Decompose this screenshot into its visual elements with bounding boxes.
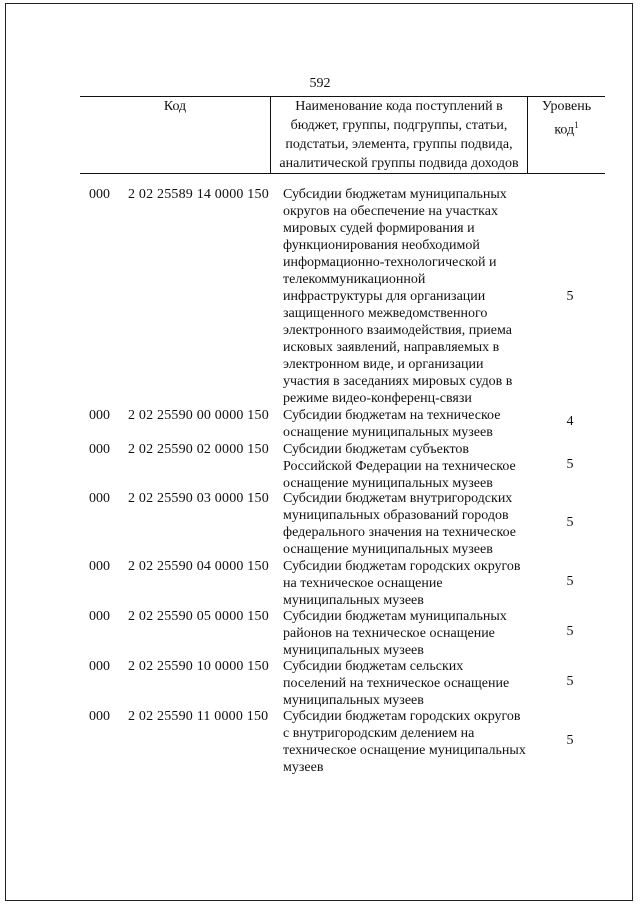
row-code: 2 02 25590 02 0000 150	[128, 442, 269, 457]
row-prefix: 000	[89, 187, 110, 202]
row-level: 5	[566, 733, 574, 748]
row-description	[283, 407, 533, 441]
table-header	[80, 96, 605, 174]
description-line: поселений на техническое оснащение	[283, 676, 510, 691]
description-line: Субсидии бюджетам на техническое	[283, 408, 501, 423]
description-line: с внутригородским делением на	[283, 726, 475, 741]
row-level: 5	[566, 515, 574, 530]
header-name: Наименование кода поступлений в бюджет, группы, подгруппы, статьи, подстатьи, элемента, группы подвида, аналитической группы подвида доходов	[271, 97, 528, 174]
row-code: 2 02 25589 14 0000 150	[128, 187, 269, 202]
header-level-footnote: 1	[574, 120, 579, 130]
description-line: муниципальных музеев	[283, 643, 424, 658]
row-code: 2 02 25590 04 0000 150	[128, 559, 269, 574]
description-line: информационно-технологической и	[283, 255, 497, 270]
header-code: Код	[80, 97, 271, 174]
description-line: функционирования необходимой	[283, 238, 480, 253]
description-line: электронного взаимодействия, приема	[283, 323, 512, 338]
row-level: 4	[566, 414, 574, 429]
row-prefix: 000	[89, 559, 110, 574]
description-line: мировых судей формирования и	[283, 221, 475, 236]
description-line: оснащение муниципальных музеев	[283, 425, 493, 440]
row-description	[283, 708, 533, 776]
description-line: Субсидии бюджетам городских округов	[283, 559, 521, 574]
header-level	[528, 97, 606, 174]
description-line: музеев	[283, 760, 324, 775]
description-line: электронном виде, и организации	[283, 357, 484, 372]
description-line: муниципальных образований городов	[283, 508, 509, 523]
row-level: 5	[566, 624, 574, 639]
description-line: Субсидии бюджетам муниципальных	[283, 609, 507, 624]
description-line: Субсидии бюджетам сельских	[283, 659, 464, 674]
row-prefix: 000	[89, 442, 110, 457]
row-prefix: 000	[89, 491, 110, 506]
row-description	[283, 658, 533, 709]
description-line: Субсидии бюджетам городских округов	[283, 709, 521, 724]
description-line: инфраструктуры для организации	[283, 289, 486, 304]
row-code: 2 02 25590 05 0000 150	[128, 609, 269, 624]
description-line: защищенного межведомственного	[283, 306, 488, 321]
row-prefix: 000	[89, 709, 110, 724]
description-line: округов на обеспечение на участках	[283, 204, 498, 219]
row-level: 5	[566, 674, 574, 689]
row-code: 2 02 25590 10 0000 150	[128, 659, 269, 674]
page-number: 592	[309, 76, 331, 91]
description-line: муниципальных музеев	[283, 693, 424, 708]
description-line: муниципальных музеев	[283, 593, 424, 608]
description-line: федерального значения на техническое	[283, 525, 517, 540]
row-code: 2 02 25590 11 0000 150	[128, 709, 269, 724]
row-prefix: 000	[89, 609, 110, 624]
row-description	[283, 186, 533, 407]
row-description	[283, 608, 533, 659]
description-line: на техническое оснащение	[283, 576, 443, 591]
description-line: режиме видео-конференц-связи	[283, 391, 472, 406]
row-prefix: 000	[89, 408, 110, 423]
row-code: 2 02 25590 00 0000 150	[128, 408, 269, 423]
row-level: 5	[566, 289, 574, 304]
description-line: районов на техническое оснащение	[283, 626, 495, 641]
header-level-label: Уровень код	[541, 99, 592, 138]
row-code: 2 02 25590 03 0000 150	[128, 491, 269, 506]
description-line: техническое оснащение муниципальных	[283, 743, 526, 758]
row-prefix: 000	[89, 659, 110, 674]
description-line: участия в заседаниях мировых судов в	[283, 374, 513, 389]
description-line: оснащение муниципальных музеев	[283, 476, 493, 491]
description-line: Субсидии бюджетам субъектов	[283, 442, 470, 457]
description-line: оснащение муниципальных музеев	[283, 542, 493, 557]
row-level: 5	[566, 574, 574, 589]
description-line: Российской Федерации на техническое	[283, 459, 516, 474]
description-line: Субсидии бюджетам внутригородских	[283, 491, 513, 506]
row-description	[283, 490, 533, 558]
row-description	[283, 558, 533, 609]
row-description	[283, 441, 533, 492]
row-level: 5	[566, 457, 574, 472]
description-line: телекоммуникационной	[283, 272, 426, 287]
description-line: Субсидии бюджетам муниципальных	[283, 187, 507, 202]
description-line: исковых заявлений, направляемых в	[283, 340, 500, 355]
